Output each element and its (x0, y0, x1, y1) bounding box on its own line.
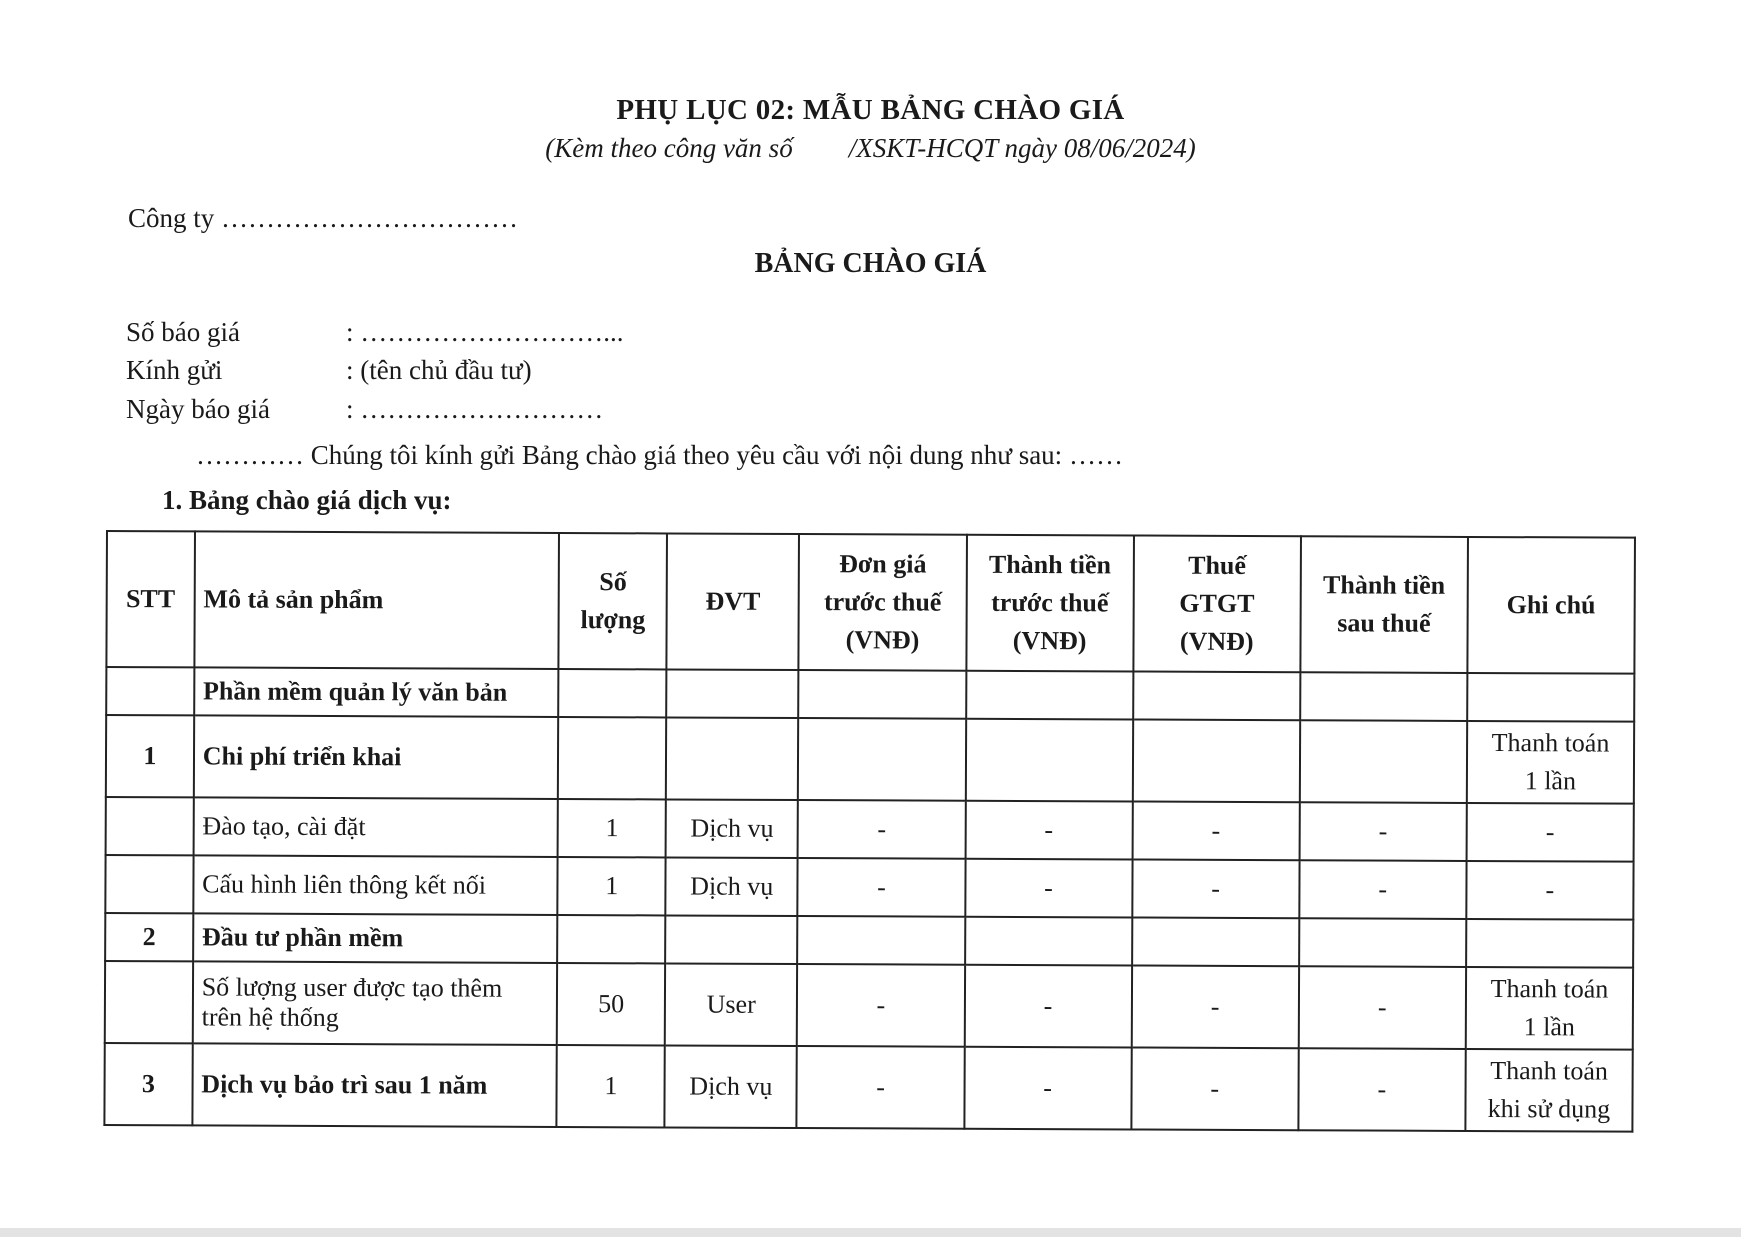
cell-quantity: 1 (557, 1045, 665, 1127)
cell-unit-price (798, 916, 965, 965)
subtitle-part-2: /XSKT-HCQT ngày 08/06/2024) (848, 133, 1196, 163)
cell-total (1300, 672, 1467, 721)
cell-unit (666, 669, 799, 718)
header-subtotal (966, 535, 1134, 672)
cell-unit (665, 915, 798, 964)
cell-note-line-1 (1475, 943, 1624, 944)
cell-vat (1132, 917, 1299, 966)
cell-note-line-2: 1 lần (1524, 766, 1577, 796)
cell-description: Dịch vụ bảo trì sau 1 năm (192, 1043, 557, 1127)
cell-note-line-1 (1476, 697, 1625, 698)
cell-description: Đào tạo, cài đặt (193, 797, 558, 857)
cell-stt (105, 855, 193, 913)
quotation-heading: BẢNG CHÀO GIÁ (754, 248, 987, 279)
table-row (105, 961, 1633, 1050)
info-row-recipient (126, 355, 532, 386)
cell-note (1465, 1049, 1632, 1132)
cell-description-line-2: trên hệ thống (201, 1002, 339, 1033)
header-unit-price-line-1: Đơn giá (839, 549, 927, 579)
table-row (104, 1043, 1632, 1132)
table-row (105, 913, 1633, 968)
cell-unit: Dịch vụ (665, 1045, 798, 1128)
cell-note-line-1: - (1545, 875, 1555, 905)
cell-vat (1133, 671, 1300, 720)
cell-stt: 3 (104, 1043, 192, 1125)
intro-sentence: ………… Chúng tôi kính gửi Bảng chào giá theo yêu cầu với nội dung như sau: …… (196, 440, 1123, 470)
header-total-line-2: sau thuế (1337, 608, 1431, 638)
cell-description: Phần mềm quản lý văn bản (194, 667, 559, 717)
info-row-quote-number (126, 317, 624, 348)
header-total (1300, 536, 1468, 673)
info-value: : ……………………… (346, 394, 604, 424)
cell-quantity (558, 717, 666, 799)
cell-quantity: 1 (558, 857, 666, 915)
cell-note-line-1: Thanh toán (1491, 728, 1610, 758)
cell-subtotal: - (964, 965, 1131, 1048)
header-total-line-1: Thành tiền (1322, 570, 1446, 600)
header-subtotal-line-2: trước thuế (991, 587, 1109, 618)
header-vat-line-3: (VNĐ) (1179, 626, 1254, 657)
cell-vat: - (1132, 801, 1299, 860)
header-stt: STT (106, 531, 194, 667)
header-quantity (559, 533, 667, 669)
header-unit-price (799, 534, 967, 671)
cell-unit: Dịch vụ (665, 857, 798, 916)
cell-unit-price: - (798, 800, 965, 859)
cell-note (1466, 967, 1633, 1050)
cell-stt (106, 797, 194, 855)
cell-unit: User (665, 963, 798, 1046)
cell-subtotal: - (964, 1047, 1131, 1130)
header-note: Ghi chú (1467, 537, 1635, 674)
cell-total: - (1299, 860, 1466, 919)
cell-unit-price: - (797, 964, 964, 1047)
cell-note-line-2 (1476, 697, 1625, 698)
cell-unit-price (799, 670, 966, 719)
cell-total: - (1298, 1048, 1465, 1131)
cell-quantity: 50 (557, 963, 665, 1045)
cell-unit (666, 717, 799, 800)
table-row (106, 797, 1634, 862)
table-row (106, 715, 1634, 804)
company-line: Công ty …………………………… (128, 203, 519, 233)
table-row (106, 667, 1634, 722)
header-vat-line-2: GTGT (1179, 588, 1255, 619)
info-row-quote-date (126, 394, 603, 425)
cell-quantity: 1 (558, 799, 666, 857)
table-header-row (106, 531, 1635, 674)
cell-note-line-1: Thanh toán (1490, 1056, 1608, 1086)
info-label: Ngày báo giá (126, 394, 270, 424)
cell-description (193, 961, 558, 1045)
cell-stt: 2 (105, 913, 193, 961)
info-label: Số báo giá (126, 317, 240, 347)
cell-total: - (1299, 966, 1466, 1049)
subtitle-part-1: (Kèm theo công văn số (545, 133, 793, 163)
cell-description-line-1: Số lượng user được tạo thêm (201, 972, 503, 1003)
header-vat-line-1: Thuế (1188, 550, 1247, 580)
cell-note (1466, 861, 1633, 920)
document-subtitle (0, 133, 1741, 164)
cell-note-line-2: 1 lần (1523, 1012, 1575, 1042)
cell-note-line-1: Thanh toán (1490, 974, 1609, 1004)
cell-quantity (559, 669, 667, 717)
header-unit: ĐVT (667, 533, 800, 670)
cell-subtotal: - (965, 859, 1132, 918)
header-subtotal-line-3: (VNĐ) (1012, 625, 1087, 656)
header-vat (1133, 535, 1301, 672)
info-value: : (tên chủ đầu tư) (346, 355, 532, 385)
cell-subtotal (965, 917, 1132, 966)
cell-unit: Dịch vụ (666, 799, 799, 858)
cell-total: - (1299, 802, 1466, 861)
cell-total (1300, 720, 1467, 803)
cell-vat: - (1131, 1047, 1298, 1130)
cell-note (1466, 803, 1633, 862)
cell-note (1467, 673, 1634, 722)
cell-note-line-2: khi sử dụng (1487, 1094, 1611, 1124)
cell-note (1466, 919, 1633, 968)
cell-note-line-1: - (1545, 817, 1555, 847)
cell-quantity (558, 915, 666, 963)
document-title: PHỤ LỤC 02: MẪU BẢNG CHÀO GIÁ (616, 94, 1125, 126)
header-subtotal-line-1: Thành tiền (988, 549, 1112, 580)
cell-subtotal: - (965, 801, 1132, 860)
header-quantity-line-2: lượng (580, 605, 646, 635)
info-value: : ………………………... (346, 317, 624, 347)
cell-stt (106, 667, 194, 715)
section-title: 1. Bảng chào giá dịch vụ: (162, 485, 452, 515)
page-bottom-edge (0, 1228, 1741, 1237)
cell-total (1299, 918, 1466, 967)
cell-unit-price (798, 718, 965, 801)
cell-description: Chi phí triển khai (194, 715, 559, 799)
table-row (105, 855, 1633, 920)
cell-stt: 1 (106, 715, 194, 797)
cell-description: Đầu tư phần mềm (193, 913, 558, 963)
header-quantity-line-1: Số (599, 567, 627, 597)
cell-stt (105, 961, 193, 1043)
header-unit-price-line-2: trước thuế (823, 587, 942, 617)
header-description: Mô tả sản phẩm (194, 531, 559, 669)
quotation-table (103, 530, 1636, 1133)
cell-vat: - (1132, 859, 1299, 918)
cell-note (1467, 721, 1634, 804)
header-unit-price-line-3: (VNĐ) (845, 625, 920, 655)
info-label: Kính gửi (126, 355, 223, 385)
cell-subtotal (966, 671, 1133, 720)
cell-subtotal (965, 719, 1132, 802)
cell-vat (1132, 719, 1299, 802)
cell-unit-price: - (797, 1046, 964, 1129)
cell-description: Cấu hình liên thông kết nối (193, 855, 558, 915)
cell-unit-price: - (798, 858, 965, 917)
cell-vat: - (1131, 965, 1298, 1048)
